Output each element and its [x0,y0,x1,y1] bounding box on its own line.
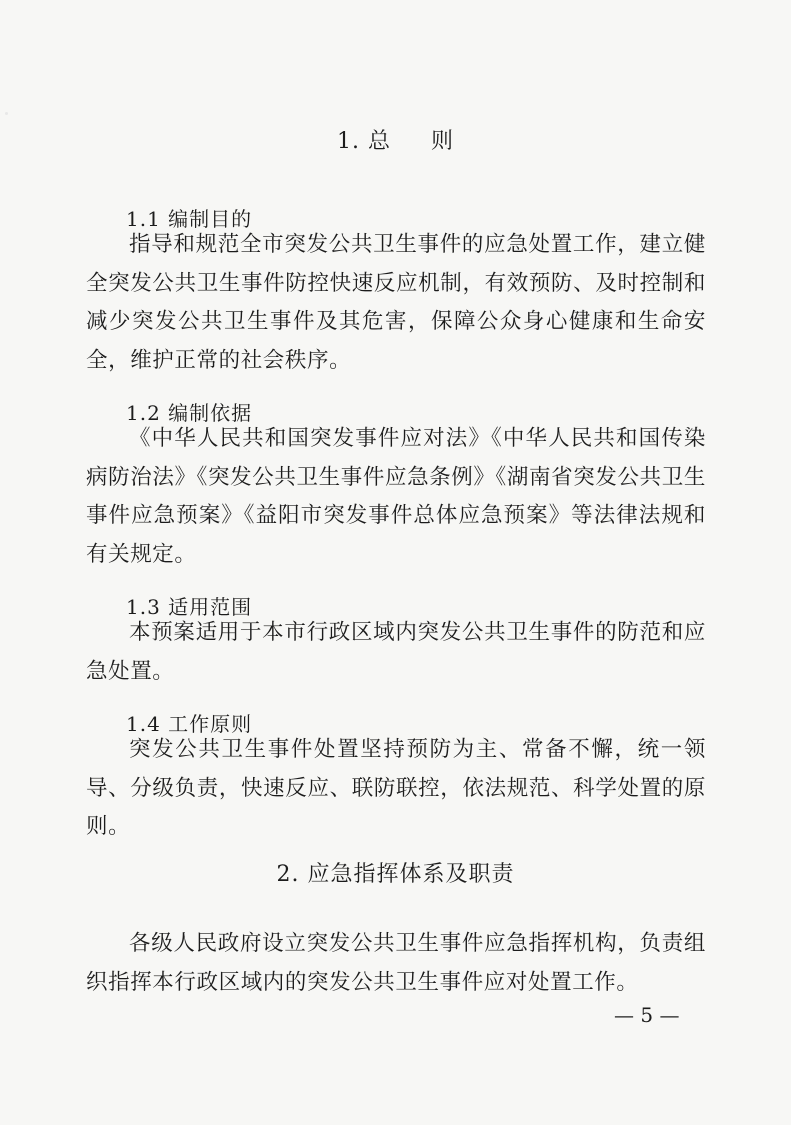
section-1-heading: 1. 总 则 [337,129,454,154]
subsection-1-2-title: 1.2 编制依据 [126,401,253,425]
subsection-1-3-title: 1.3 适用范围 [126,595,253,619]
section-2-text: 各级人民政府设立突发公共卫生事件应急指挥机构，负责组织指挥本行政区域内的突发公共卫生事件应对处置工作。 [86,931,706,995]
scan-artifact [5,112,8,115]
subsection-1-3-text: 本预案适用于本市行政区域内突发公共卫生事件的防范和应急处置。 [86,620,706,684]
subsection-1-1-title: 1.1 编制目的 [126,207,253,231]
subsection-1-4-text: 突发公共卫生事件处置坚持预防为主、常备不懈，统一领导、分级负责，快速反应、联防联控，依法规范、科学处置的原则。 [86,737,706,839]
subsection-1-2-text: 《中华人民共和国突发事件应对法》《中华人民共和国传染病防治法》《突发公共卫生事件应急条例》《湖南省突发公共卫生事件应急预案》《益阳市突发事件总体应急预案》等法律法规和有关规定。 [86,426,706,567]
subsection-1-1-text: 指导和规范全市突发公共卫生事件的应急处置工作，建立健全突发公共卫生事件防控快速反应机制，有效预防、及时控制和减少突发公共卫生事件及其危害，保障公众身心健康和生命安全，维护正常的社会秩序。 [86,232,706,373]
page-number: — 5 — [614,1003,680,1027]
section-2-heading: 2. 应急指挥体系及职责 [276,862,515,887]
subsection-1-4-title: 1.4 工作原则 [126,712,253,736]
